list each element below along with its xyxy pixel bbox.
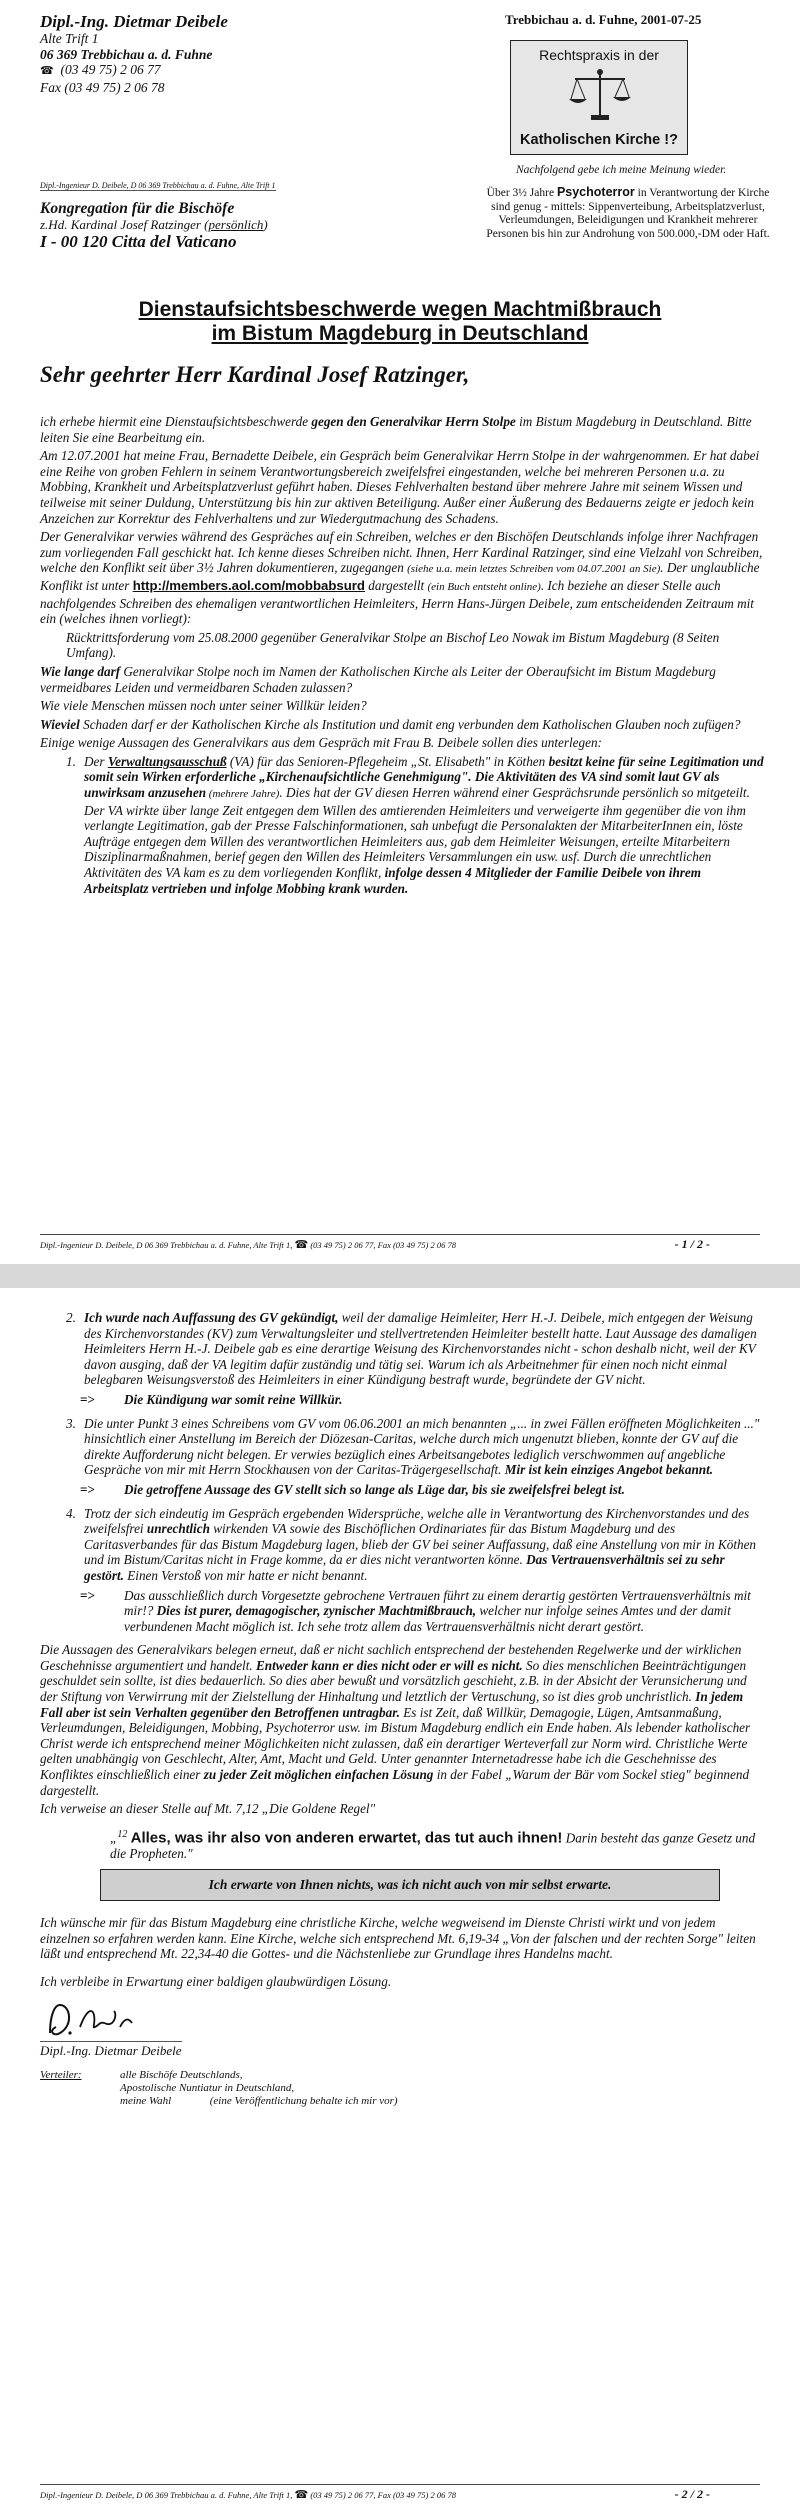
conclusion-item4 [66,1588,766,1635]
list-item [66,1310,766,1388]
distribution-line1: alle Bischöfe Deutschlands, [120,2068,243,2081]
letter-body-page2 [40,1310,766,2108]
psychoterror-note [480,186,776,241]
item3-arrow: Die getroffene Aussage des GV stellt sich so lange als Lüge dar, bis sie zweifelsfrei belegt ist. [124,1481,625,1497]
letterhead-name: Dipl.-Ing. Dietmar Deibele [40,12,228,31]
signature-name: Dipl.-Ing. Dietmar Deibele [40,2043,182,2059]
item1-d: besitzt keine für seine Legitimation und somit sein Wirken erforderliche „Kirchenaufsichtliche Genehmigung". Die Aktivitäten des VA sind somit laut GV als unwirksam anzusehen [84,753,764,801]
logo-note: Nachfolgend gebe ich meine Meinung wieder. [516,164,727,176]
page-number: - 2 / 2 - [674,2487,710,2501]
logo-rechtspraxis [510,40,688,155]
letterhead-phone: (03 49 75) 2 06 77 [60,62,161,77]
quote-rest: Darin besteht das ganze Gesetz und die Propheten." [110,1830,756,1861]
paragraph-3 [40,529,766,627]
item1-a: Der [84,753,108,769]
mobbabsurd-link[interactable]: http://members.aol.com/mobbabsurd [132,577,365,593]
footer-text-post: (03 49 75) 2 06 77, Fax (03 49 75) 2 06 78 [308,2490,457,2500]
sender-return-line: Dipl.-Ingenieur D. Deibele, D 06 369 Trebbichau a. d. Fuhne, Alte Trift 1 [40,181,276,190]
item4-e: Einen Verstoß von mir hatte er nicht benannt. [123,1567,368,1583]
question-2: Wie viele Menschen müssen noch unter seiner Willkür leiden? [40,698,367,714]
letterhead-phone-line [40,62,228,80]
footer-text-pre: Dipl.-Ingenieur D. Deibele, D 06 369 Trebbichau a. d. Fuhne, Alte Trift 1, [40,2490,295,2500]
signature [40,1997,766,2041]
paragraph-8: Ich verbleibe in Erwartung einer baldigen glaubwürdigen Lösung. [40,1973,392,1989]
arrow-icon: => [80,1391,96,1407]
p5-f: zu jeder Zeit möglichen einfachen Lösung [203,1767,434,1783]
scales-of-justice-icon [569,67,631,122]
phone-icon: ☎ [40,65,54,77]
p1-b: gegen den Generalvikar Herrn Stolpe [311,414,516,429]
numbered-list-page2-b [40,1416,766,1478]
title-line2: im Bistum Magdeburg in Deutschland [211,322,589,345]
item1-e: (mehrere Jahre) [206,788,280,801]
item1-b: Verwaltungsausschuß [107,753,227,769]
quote-verse-number: 12 [117,1828,128,1840]
p5-e: Es ist Zeit, daß Willkür, Demagogie, Lügen, Amtsanmaßung, Verleumdungen, Beleidigungen, Mobbing, Psychoterror usw. im Bistum Magdeburg endlich ein Ende haben. Als lebender katholischer Christ werde ich entsprechend meiner Möglichkeiten nicht zulassen, daß ein derartiger Werteverfall zur Norm wird. Christliche Werte gelten unabhängig von Geschlecht, Alter, Amt, Macht und Geld. Unter genannter Internetadresse habe ich die Geschehnisse des Konfliktes einschließlich einer [40,1704,751,1783]
item4-c: wirkenden VA sowie des Bischöflichen Ordinariates für das Bistum Magdeburg und des Caritasverbandes für das Bistum Magdeburg lagen, blieb der GV bei seiner Auffassung, daß eine Anstellung von mir in Köthen und im Bistum/Caritas nicht in Frage komme, da er dies nicht verantworten könne. [84,1521,757,1568]
psychoterror-post: in Verantwortung der Kirche sind genug - mittels: Sippenverteibung, Arbeitsplatzverlust, Verleumdungen, Beleidigungen und Krankheit mehrerer Personen bis hin zur Androhung von 500.000,-DM oder Haft. [486,187,770,240]
numbered-list-page2-c [40,1506,766,1584]
item2-arrow: Die Kündigung war somit reine Willkür. [124,1391,343,1407]
p5-d: In jedem Fall aber ist sein Verhalten gegenüber den Betroffenen untragbar. [40,1689,744,1720]
page-number: - 1 / 2 - [674,1237,710,1251]
expectation-banner: Ich erwarte von Ihnen nichts, was ich nicht auch von mir selbst erwarte. [100,1869,720,1901]
arrow-icon: => [80,1587,96,1603]
paragraph-3-indent: Rücktrittsforderung vom 25.08.2000 gegenüber Generalvikar Stolpe an Bischof Leo Nowak im Bistum Magdeburg (8 Seiten Umfang). [66,629,720,661]
item1-num: 1. [66,753,76,769]
paragraph-4: Einige wenige Aussagen des Generalvikars aus dem Gespräch mit Frau B. Deibele sollen dies unterlegen: [40,735,602,751]
p3-f: . Ich beziehe an dieser Stelle auch nachfolgendes Schreiben des ehemaligen verantwortlichen Heimleiters, Herrn Hans-Jürgen Deibele, zum entscheidenden Zeitraum mit ein (welches ihnen vorliegt): [40,577,754,627]
conclusion-item3 [66,1482,766,1498]
distribution-list [40,2069,766,2108]
item2-num: 2. [66,1310,76,1325]
p5-g: in der Fabel „Warum der Bär vom Sockel stieg" beginnend dargestellt. [40,1767,750,1798]
letter-page-2 [0,1288,800,2512]
distribution-line3: meine Wahl (eine Veröffentlichung behalte ich mir vor) [120,2094,398,2107]
item1-f: . Dies hat der GV diesen Herren während einer Gesprächsrunde persönlich so mitgeteilt. Der VA wirkte über lange Zeit entgegen dem Willen des amtierenden Heimleiters und verweigerte ihm gegenüber die von ihm verlangte Legitimation, gab der Presse Falschinformationen, sah unbefugt die Personalakten der MitarbeiterInnen ein, löste Aufträge entgegen dem Willen des verantwortlichen Heimleiters aus, gab dem Heimleiter Weisungen, erteilte Mitarbeitern Disziplinarmaßnahmen, berief gegen den Willen des Heimleiters Versammlungen ein usw. usf. Durch die unrechtlichen Aktivitäten des VA kam es zu dem vorliegenden Konflikt, [84,785,750,881]
p3-c: . Der unglaubliche Konflikt ist unter [40,560,760,593]
recipient-line1: Kongregation für die Bischöfe [40,200,235,217]
item4-arrow-a: Das ausschließlich durch Vorgesetzte gebrochene Vertrauen führt zu einem derartig gestörten Vertrauensverhältnis mit mir!? [124,1587,751,1619]
letterhead-city: 06 369 Trebbichau a. d. Fuhne [40,46,213,62]
item1-g: infolge dessen 4 Mitglieder der Familie Deibele von ihrem Arbeitsplatz vertrieben und infolge Mobbing krank wurden. [84,865,702,896]
item3-num: 3. [66,1415,76,1431]
item1-c: (VA) für das Senioren-Pflegeheim „St. Elisabeth" in Köthen [226,753,549,769]
recipient-line2-pre: z.Hd. Kardinal Josef Ratzinger ( [40,217,209,232]
p3-b: (siehe u.a. mein letztes Schreiben vom 04.07.2001 an Sie) [407,563,661,576]
item4-arrow-c: welcher nur infolge seines Amtes und der damit verbundenen Macht möglich ist. Ich sehe trotz allem das Vertrauensverhältnis nicht derart gestört. [124,1603,731,1634]
recipient-address [40,200,268,251]
distribution-line2: Apostolische Nuntiatur in Deutschland, [120,2081,295,2094]
paragraph-1 [40,414,766,445]
p1-a: ich erhebe hiermit eine Dienstaufsichtsbeschwerde [40,414,312,429]
logo-top-text: Rechtspraxis in der [539,47,659,63]
letterhead [40,12,228,95]
item2-a: Ich wurde nach Auffassung des GV gekündigt, [84,1310,339,1325]
recipient-line2-underlined: persönlich [208,217,264,232]
list-item [66,1416,766,1478]
p1-c: im Bistum Magdeburg in Deutschland. Bitte leiten Sie eine Bearbeitung ein. [40,414,752,445]
recipient-line3: I - 00 120 Citta del Vaticano [40,232,237,251]
page-footer [40,2484,760,2501]
recipient-line2-post: ) [263,217,268,232]
numbered-list-page2 [40,1310,766,1388]
item3-a: Die unter Punkt 3 eines Schreibens vom GV vom 06.06.2001 an mich benannten „... in zwei Fällen eröffneten Möglichkeiten ..." hinsichtlich einer Anstellung im Bereich der Diözesan-Caritas, welche durch mich ungenutzt blieben, konnte der GV auf die direkte Aufforderung nicht belegen. Er verwies bezüglich eines Arbeitsangebotes lediglich verschwommen auf angebliche Gespräche von mir mit Herrn Stockhausen von der Caritas-Trägergesellschaft. [84,1415,760,1478]
conclusion-item2 [66,1392,766,1408]
psychoterror-pre: Über 3½ Jahre [486,187,557,199]
item2-b: weil der damalige Heimleiter, Herr H.-J. Deibele, mich entgegen der Weisung des Kirchenvorstandes (KV) zum Verwaltungsleiter und stellvertretenden Heimleiter bestellt hatte. Laut Aussage des damaligen Heimleiters Herrn H.-J. Deibele gab es eine derartige Weisung des Kirchenvorstandes nicht - schon deshalb nicht, weil der KV davon ausging, daß der VA legitim dafür zuständig und tätig sei. Warum ich als Arbeitnehmer für einen noch nicht einmal belegbaren Weisungsverstoß des Heimleiters in einer Kündigung bestraft wurde, begründete der GV nicht. [84,1310,757,1388]
q3-a: Wieviel [40,716,80,732]
paragraph-2: Am 12.07.2001 hat meine Frau, Bernadette Deibele, ein Gespräch beim Generalvikar Herrn Stolpe in der wahrgenommen. Er hat dabei eine Reihe von groben Fehlern in seinem Verantwortungsbereich zweifelsfrei eingestanden, welche bei mehreren Personen u.a. zu Mobbing, Krankheit und Arbeitsplatzverlust geführt haben. Dieses Fehlverhalten bestand über mehrere Jahre mit seinem Wissen und teilweise mit seiner Duldung, Unterstützung bis hin zur aktiven Beteiligung. Außer einer Äußerung des Bedauerns zeigte er jedoch kein Anzeichen zur Korrektur des Fehlverhaltens und zur Wiedergutmachung des Schadens. [40,448,760,526]
p3-a: Der Generalvikar verwies während des Gespräches auf ein Schreiben, welches er den Bischöfen Deutschlands infolge ihrer Nachfragen zum vorliegenden Fall geschickt hat. Ich kenne dieses Schreiben nicht. Ihnen, Herr Kardinal Ratzinger, sind eine Vielzahl von Schreiben, welche den Konflikt seit über 3½ Jahren dokumentieren, zugegangen [40,529,763,576]
footer-text-pre: Dipl.-Ingenieur D. Deibele, D 06 369 Trebbichau a. d. Fuhne, Alte Trift 1, [40,1240,295,1250]
letter-date: Trebbichau a. d. Fuhne, 2001-07-25 [505,12,702,27]
q1-a: Wie lange darf [40,663,121,679]
list-item [66,754,766,896]
phone-icon: ☎ [294,1239,309,1251]
item4-a: Trotz der sich eindeutig im Gespräch ergebenden Widersprüche, welche alle in Verantwortung des Kirchenvorstandes und des zweifelsfrei [84,1505,750,1537]
item4-b: unrechtlich [146,1521,210,1537]
paragraph-7: Ich wünsche mir für das Bistum Magdeburg eine christliche Kirche, welche wegweisend im Dienste Christi wirkt und von jedem einzelnen so erfahren werden kann. Eine Kirche, welche sich entsprechend Mt. 6,19-34 „Von der falschen und der rechten Sorge" leiten läßt und entsprechend Mt. 22,34-40 die Gottes- und die Nächstenliebe zur Grundlage ihres Handelns macht. [40,1914,756,1962]
p3-d: dargestellt [364,577,428,593]
phone-icon: ☎ [294,2489,309,2501]
distribution-label: Verteiler: [40,2068,82,2081]
p5-b: Entweder kann er dies nicht oder er will es nicht. [255,1657,523,1673]
list-item [66,1506,766,1584]
letter-body-page1 [40,414,766,900]
item4-num: 4. [66,1505,76,1521]
letterhead-fax: Fax (03 49 75) 2 06 78 [40,79,165,95]
numbered-list-page1 [40,754,766,896]
q1-b: Generalvikar Stolpe noch im Namen der Katholischen Kirche als Leiter der Oberaufsicht im Bistum Magdeburg vermeidbares Leiden und vermeidbaren Schaden zulassen? [40,663,716,695]
letterhead-street: Alte Trift 1 [40,31,99,46]
quote-mark: „ [110,1830,118,1846]
p5-c: So dies menschlichen Beeinträchtigungen geschuldet sein sollte, ist dies bedauerlich. So dies aber bewußt und vorsätzlich geschieht, z.B. in der Absicht der Verunsicherung und der Stiftung von Verwirrung mit der Zielstellung der Hinhaltung und letztlich der Vertuschung, so ist dies grob unchristlich. [40,1657,747,1705]
item4-d: Das Vertrauensverhältnis sei zu sehr gestört. [84,1552,725,1583]
golden-rule-quote [110,1827,766,1862]
question-1 [40,664,766,695]
letter-title [0,298,800,346]
page-footer [40,1234,760,1251]
handwritten-signature-icon [40,1997,150,2041]
q3-b: Schaden darf er der Katholischen Kirche als Institution und damit eng verbunden dem Katholischen Glauben noch zufügen? [79,716,741,732]
title-line1: Dienstaufsichtsbeschwerde wegen Machtmißbrauch [138,298,662,321]
paragraph-5 [40,1642,766,1798]
psychoterror-bold: Psychoterror [556,185,635,199]
item4-arrow-b: Dies ist purer, demagogischer, zynischer Machtmißbrauch, [156,1603,477,1619]
p3-e: (ein Buch entsteht online) [427,580,541,593]
recipient-line2 [40,217,268,232]
logo-bottom-text: Katholischen Kirche !? [520,132,678,148]
footer-text-post: (03 49 75) 2 06 77, Fax (03 49 75) 2 06 78 [308,1240,457,1250]
question-3 [40,717,766,733]
p5-a: Die Aussagen des Generalvikars belegen erneut, daß er nicht sachlich entsprechend der bestehenden Regelwerke und der wirklichen Geschehnisse argumentiert und handelt. [40,1642,742,1673]
paragraph-6: Ich verweise an dieser Stelle auf Mt. 7,12 „Die Goldene Regel" [40,1801,376,1817]
arrow-icon: => [80,1481,96,1497]
salutation: Sehr geehrter Herr Kardinal Josef Ratzinger, [40,362,470,387]
item3-b: Mir ist kein einziges Angebot bekannt. [504,1462,714,1478]
quote-bold: Alles, was ihr also von anderen erwartet, das tut auch ihnen! [130,1829,563,1847]
